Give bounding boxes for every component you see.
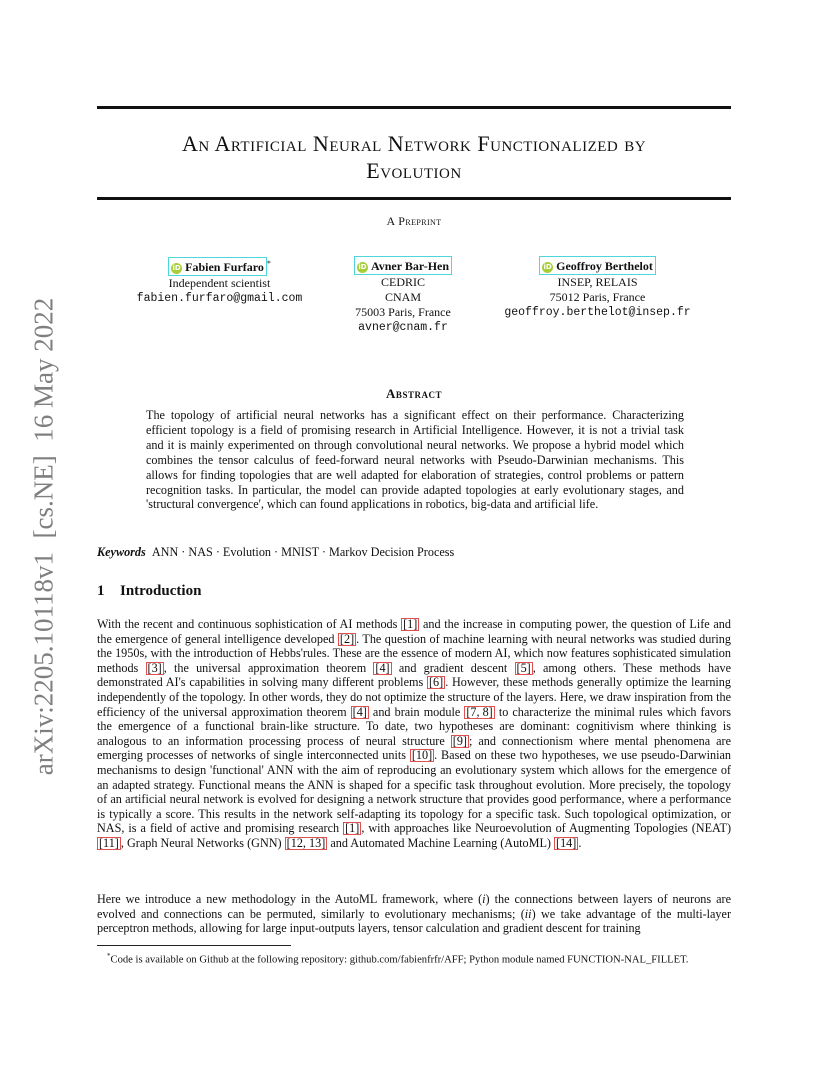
section-number: 1 (97, 583, 105, 599)
citation-link[interactable]: [11] (99, 835, 119, 850)
author-name: Fabien Furfaro (185, 260, 264, 274)
orcid-icon[interactable]: iD (358, 263, 367, 271)
text-run: . The question of machine learning with neural networks was studied during the 1950s, with the introduction of Hebbs'rules. These are the essence of modern AI, which now features sophisticated simulation methods (97, 631, 731, 675)
paper-title: An Artificial Neural Network Functionalized by Evolution (181, 131, 647, 183)
abstract-text: The topology of artificial neural networks has a significant effect on their performance. Characterizing efficient topology is a field of promising research in Artificial Intelligence. However, it is not a trivial task and it is mainly experimented on through convolutional neural networks. We propose a hybrid model which combines the tensor calculus of feed-forward neural networks with Pseudo-Darwinian mechanisms. This allows for finding topologies that are well adapted for elaboration of strategies, control problems or pattern recognition tasks. In particular, the model can provide adapted topologies at early evolutionary stages, and 'structural convergence', which can found applications in robotics, big-data and artificial life. (146, 408, 684, 512)
author-affiliation: CEDRIC (380, 275, 425, 289)
text-run: ) we take advantage of the multi-layer perceptron methods, allowing for large input-outputs layers, tensor calculation and gradient descent for training (97, 906, 731, 936)
author-affiliation: INSEP, RELAIS (557, 275, 638, 289)
author-email[interactable]: avner@cnam.fr (358, 321, 448, 334)
author-3 (490, 256, 705, 320)
citation-link[interactable]: [10] (411, 748, 433, 763)
footnote-marker: * (107, 952, 111, 960)
author-affiliation: 75012 Paris, France (549, 290, 646, 304)
text-run: , the universal approximation theorem (163, 660, 374, 675)
citation-link[interactable]: [3] (147, 660, 162, 675)
text-run: and Automated Machine Learning (AutoML) (327, 835, 555, 850)
citation-link[interactable]: [4] (352, 704, 367, 719)
citation-link[interactable]: [1] (403, 617, 418, 631)
text-run: to characterize the minimal rules which favors the emergence of a functional brain-like structure. To date, two hypotheses are dominant: cognitivism where thinking is analogous to an information processing process of neural structure (97, 704, 732, 748)
author-affiliation: 75003 Paris, France (355, 305, 451, 319)
author-name-link[interactable] (539, 256, 656, 275)
text-run: Here we introduce a new methodology in the AutoML framework, where ( (97, 892, 483, 906)
text-run: ) the connections between layers of neurons are evolved and connections can be permuted, similarly to evolutionary mechanisms; ( (97, 892, 732, 921)
intro-paragraph-1 (97, 617, 731, 851)
text-run: and the increase in computing power, the question of Life and the emergence of general intelligence developed (97, 617, 731, 646)
arxiv-identifier-stamp: arXiv:2205.10118v1 [cs.NE] 16 May 2022 (28, 297, 59, 776)
text-run: and brain module (368, 704, 465, 719)
footnote (97, 950, 731, 967)
footnote-rule (97, 945, 291, 946)
italic-run: ii (524, 906, 532, 921)
preprint-label: A Preprint (386, 214, 442, 228)
keywords-line (97, 545, 731, 560)
author-name: Avner Bar-Hen (370, 259, 450, 273)
citation-link[interactable]: [6] (428, 675, 444, 690)
author-affiliation: CNAM (384, 290, 421, 304)
orcid-icon[interactable]: iD (172, 264, 181, 272)
section-heading-introduction (97, 583, 201, 600)
text-run: With the recent and continuous sophistication of AI methods (97, 617, 402, 631)
abstract-heading: Abstract (386, 386, 442, 401)
citation-link[interactable]: [5] (516, 660, 531, 675)
author-email[interactable]: geoffroy.berthelot@insep.fr (504, 306, 691, 319)
text-run: . Based on these two hypotheses, we use pseudo-Darwinian mechanisms to design 'functional' ANN with the aim of reproducing an evolutionary system which allows for the emergence of an adapted strategy. Functional means the ANN is shaped for a specific task throughout evolution. More precisely, the topology of an artificial neural network is evolved for designing a network structure that provides good performance, where a performance is typically a score. This results in the network self-adapting its topology for a specific task. Such topological optimization, or NAS, is a field of active and promising research (97, 748, 731, 836)
text-run: . However, these methods generally optimize the learning independently of the topology. In other words, they do not optimize the structure of the layers. Here, we draw inspiration from the efficiency of the universal approximation theorem (97, 675, 731, 719)
text-run: , Graph Neural Networks (GNN) (120, 835, 285, 850)
author-name-link[interactable] (354, 256, 452, 275)
citation-link[interactable]: [2] (339, 631, 355, 646)
author-name: Geoffroy Berthelot (556, 259, 653, 273)
citation-link[interactable]: [9] (452, 733, 467, 748)
text-run: . (578, 835, 582, 850)
keywords-list: ANN · NAS · Evolution · MNIST · Markov Decision Process (151, 545, 455, 559)
author-affiliation: Independent scientist (168, 276, 271, 290)
citation-link[interactable]: [7, 8] (466, 704, 493, 719)
intro-paragraph-2 (97, 892, 731, 936)
author-1 (117, 256, 322, 306)
text-run: , among others. These methods have demonstrated AI's capabilities in solving many different problems (97, 660, 731, 690)
top-rule (97, 106, 731, 109)
keywords-label: Keywords (97, 545, 146, 559)
citation-link[interactable]: [12, 13] (286, 835, 326, 850)
orcid-icon[interactable]: iD (543, 263, 552, 271)
text-run: and gradient descent (391, 660, 515, 675)
author-2 (300, 256, 506, 335)
citation-link[interactable]: [4] (375, 660, 390, 675)
citation-link[interactable]: [14] (556, 835, 577, 850)
italic-run: i (482, 892, 486, 906)
author-email[interactable]: fabien.furfaro@gmail.com (136, 292, 303, 305)
section-title: Introduction (120, 583, 202, 599)
citation-link[interactable]: [1] (345, 821, 360, 836)
text-run: , with approaches like Neuroevolution of Augmenting Topologies (NEAT) (361, 821, 731, 836)
title-bottom-rule (97, 197, 731, 200)
footnote-text: Code is available on Github at the following repository: github.com/fabienfrfr/AFF; Python module named FUNCTION-NAL_FILLET. (110, 954, 689, 966)
author-name-link[interactable] (168, 257, 267, 276)
footnote-marker-ref[interactable]: * (266, 259, 271, 268)
text-run: ; and connectionism where mental phenomena are emerging processes of networks of single interconnected units (97, 733, 731, 763)
